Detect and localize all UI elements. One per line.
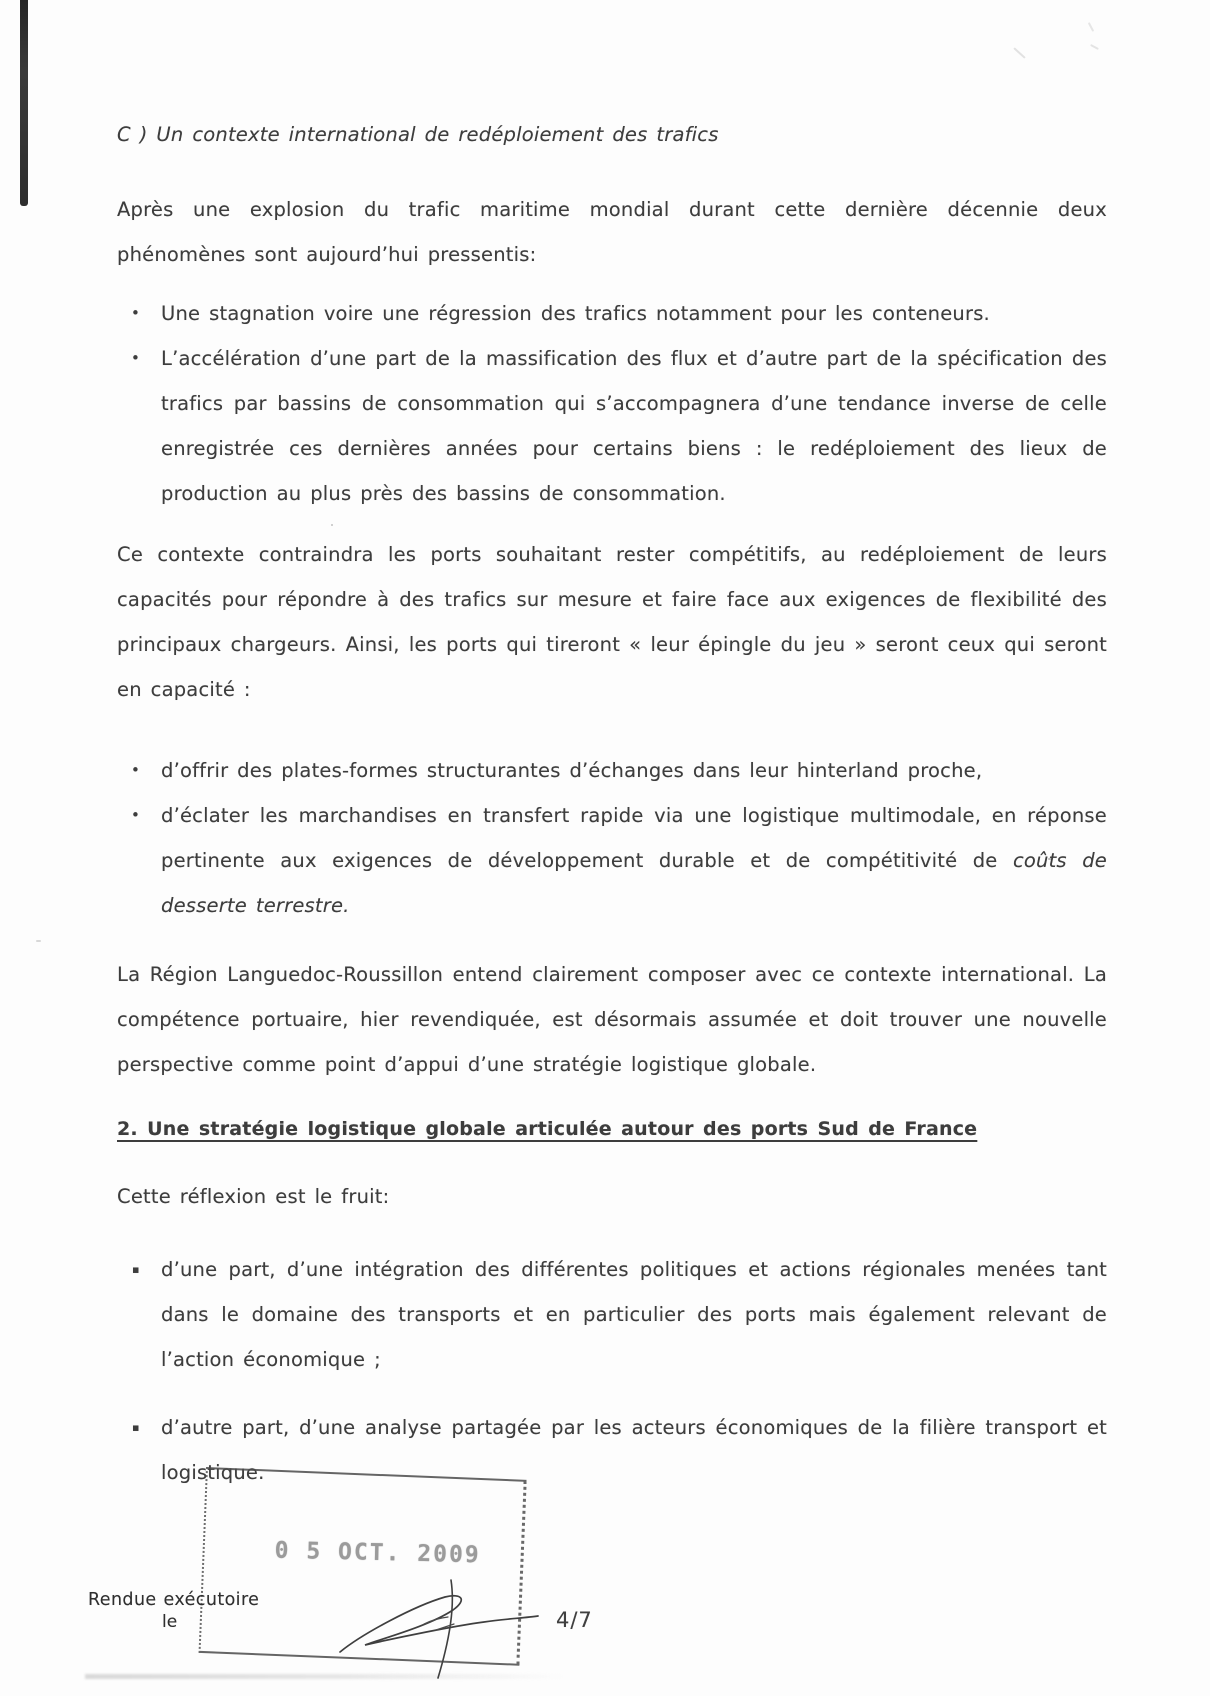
bullet-icon: • <box>131 304 141 322</box>
document-body <box>117 0 1107 1495</box>
list-item-text-normal: d’éclater les marchandises en transfert rapide via une logistique multimodale, en réponse pertinente aux exigences de développement durable et de compétitivité de <box>161 804 1107 872</box>
list-item <box>117 336 1107 516</box>
signature-scribble <box>332 1572 544 1684</box>
square-bullet-icon: ▪ <box>132 1421 140 1434</box>
scan-speck <box>36 940 41 942</box>
fruit-bullet-list <box>117 1247 1107 1495</box>
intro-paragraph: Après une explosion du trafic maritime mondial durant cette dernière décennie deux phénomènes sont aujourd’hui pressentis: <box>117 198 1107 266</box>
page-number: 4/7 <box>556 1608 593 1632</box>
bullet-icon: • <box>131 806 141 824</box>
list-item <box>117 748 1107 793</box>
list-item-text: d’offrir des plates-formes structurantes d’échanges dans leur hinterland proche, <box>161 759 983 782</box>
rendue-executoire-label: Rendue exécutoire <box>88 1590 260 1610</box>
square-bullet-icon: ▪ <box>132 1263 140 1276</box>
list-item-text <box>161 804 1107 917</box>
list-item-text: Une stagnation voire une régression des trafics notamment pour les conteneurs. <box>161 302 990 325</box>
context-paragraph: Ce contexte contraindra les ports souhaitant rester compétitifs, au redéploiement de leurs capacités pour répondre à des trafics sur mesure et faire face aux exigences de flexibilité des principaux chargeurs. Ainsi, les ports qui tireront « leur épingle du jeu » seront ceux qui seront en capacité : <box>117 543 1107 701</box>
section-c-heading: C ) Un contexte international de redéploiement des trafics <box>117 123 719 146</box>
region-paragraph: La Région Languedoc-Roussillon entend clairement composer avec ce contexte international. La compétence portuaire, hier revendiquée, est désormais assumée et doit trouver une nouvelle perspective comme point d’appui d’une stratégie logistique globale. <box>117 963 1107 1076</box>
list-item-text: L’accélération d’une part de la massification des flux et d’autre part de la spécification des trafics par bassins de consommation qui s’accompagnera d’une tendance inverse de celle enregistrée ces dernières années pour certains biens : le redéploiement des lieux de production au plus près des bassins de consommation. <box>161 347 1107 505</box>
bullet-icon: • <box>131 349 141 367</box>
capacities-bullet-list <box>117 748 1107 928</box>
stamp-date: 0 5 OCT. 2009 <box>274 1537 481 1569</box>
fruit-paragraph: Cette réflexion est le fruit: <box>117 1185 390 1208</box>
list-item-text: d’une part, d’une intégration des différentes politiques et actions régionales menées tant dans le domaine des transports et en particulier des ports mais également relevant de l’action économique ; <box>161 1258 1107 1371</box>
rendue-executoire-le: le <box>162 1612 178 1632</box>
list-item-text: d’autre part, d’une analyse partagée par les acteurs économiques de la filière transport et logistique. <box>161 1416 1107 1484</box>
list-item-text-italic: coûts de desserte terrestre. <box>161 849 1107 917</box>
bullet-icon: • <box>131 761 141 779</box>
list-item <box>117 291 1107 336</box>
list-item <box>117 793 1107 928</box>
list-item <box>117 1247 1107 1382</box>
section-2-heading: 2. Une stratégie logistique globale articulée autour des ports Sud de France <box>117 1118 978 1140</box>
phenomena-bullet-list <box>117 291 1107 516</box>
scan-edge-artifact <box>20 0 28 206</box>
